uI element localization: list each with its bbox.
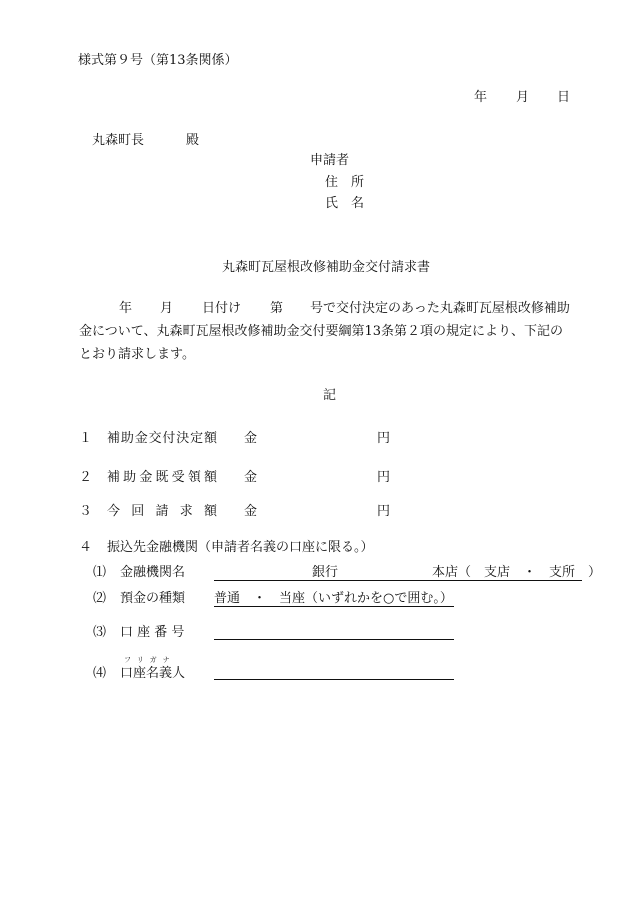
date-year: 年 [474, 90, 488, 105]
body-line3: とおり請求します。 [79, 347, 195, 362]
body-line1-rest: 号で交付決定のあった丸森町瓦屋根改修補助 [310, 301, 570, 316]
date-day: 日 [557, 90, 571, 105]
item-2-label: 補助金既受領額 [107, 470, 217, 485]
document-title: 丸森町瓦屋根改修補助金交付請求書 [222, 260, 431, 275]
item-2-number: ２ [79, 470, 93, 485]
account-holder-underline [214, 679, 454, 680]
item-3-label: 今回請求額 [107, 504, 217, 519]
deposit-type-label: 預金の種類 [120, 591, 186, 606]
addressee-honorific: 殿 [186, 133, 200, 148]
institution-underline [214, 580, 582, 581]
item-3-unit: 円 [377, 504, 391, 519]
account-number-label: 口 座 番 号 [120, 625, 185, 640]
account-holder-label: 口座名義人 [120, 666, 186, 681]
institution-branch: 本店（ 支店 ・ 支所 ） [432, 565, 602, 580]
date-month: 月 [516, 90, 530, 105]
item-1-label: 補助金交付決定額 [107, 431, 217, 446]
item-1-unit: 円 [377, 431, 391, 446]
body-month: 月 [160, 301, 174, 316]
applicant-address: 住 所 [325, 175, 365, 190]
bank-heading: 振込先金融機関（申請者名義の口座に限る。） [107, 540, 374, 555]
institution-bank: 銀行 [312, 565, 339, 580]
body-dai: 第 [270, 301, 284, 316]
account-number-number: ⑶ [93, 625, 107, 640]
account-number-underline [214, 639, 454, 640]
account-holder-ruby: フリガナ [124, 656, 176, 664]
applicant-label: 申請者 [310, 153, 350, 168]
item-3-prefix: 金 [244, 504, 258, 519]
deposit-type-number: ⑵ [93, 591, 107, 606]
bank-number: ４ [79, 540, 93, 555]
account-holder-number: ⑷ [93, 666, 107, 681]
body-day: 日付け [202, 301, 242, 316]
institution-number: ⑴ [93, 565, 107, 580]
item-1-number: １ [79, 431, 93, 446]
institution-label: 金融機関名 [120, 565, 186, 580]
deposit-type-value: 普通 ・ 当座（いずれかを○で囲む。） [214, 591, 453, 606]
applicant-name: 氏 名 [325, 196, 365, 211]
item-1-prefix: 金 [244, 431, 258, 446]
item-2-prefix: 金 [244, 470, 258, 485]
item-2-unit: 円 [377, 470, 391, 485]
addressee-name: 丸森町長 [92, 133, 145, 148]
deposit-type-underline [214, 606, 454, 607]
item-3-number: ３ [79, 504, 93, 519]
ki-heading: 記 [323, 388, 337, 403]
body-year: 年 [119, 301, 133, 316]
form-number: 様式第９号（第13条関係） [78, 53, 238, 68]
body-line2: 金について、丸森町瓦屋根改修補助金交付要綱第13条第２項の規定により、下記の [79, 324, 564, 339]
